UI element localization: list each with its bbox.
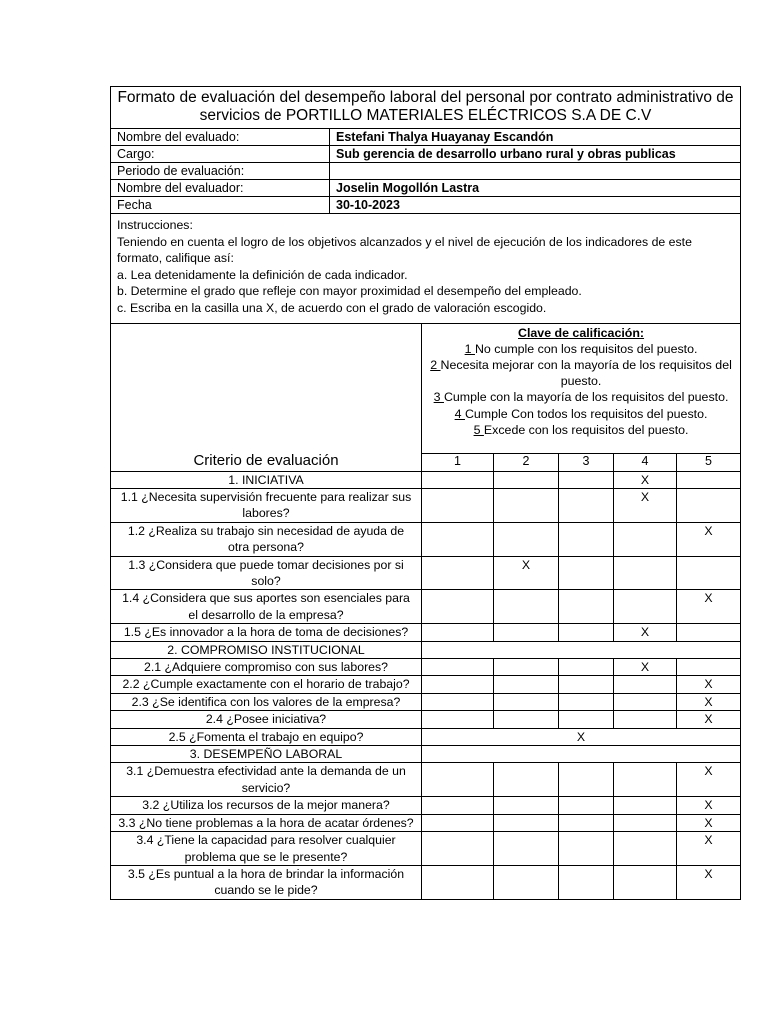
instructions-line: formato, califique así:	[117, 251, 234, 266]
scale-number: 1	[422, 453, 494, 471]
instructions-line: c. Escriba en la casilla una X, de acuerdo con el grado de valoración escogido.	[117, 300, 547, 315]
rating-cell	[677, 659, 741, 676]
criterion-row	[111, 676, 741, 693]
criterion-question: 1.5 ¿Es innovador a la hora de toma de decisiones?	[111, 624, 422, 641]
rating-cell	[494, 471, 559, 488]
rating-cell	[422, 641, 741, 658]
rating-cell	[677, 556, 741, 590]
rating-cell	[677, 488, 741, 522]
rating-cell	[494, 522, 559, 556]
criterion-question: 3.2 ¿Utiliza los recursos de la mejor manera?	[111, 797, 422, 814]
info-row-evaluador	[111, 180, 741, 197]
rating-cell	[422, 711, 494, 728]
rating-cell	[422, 522, 494, 556]
rating-cell	[614, 832, 677, 866]
rating-cell	[422, 624, 494, 641]
rating-cell	[559, 624, 614, 641]
rating-cell	[422, 763, 494, 797]
info-row-fecha	[111, 197, 741, 214]
criteria-heading: Criterio de evaluación	[111, 323, 422, 471]
criterion-question: 2.4 ¿Posee iniciativa?	[111, 711, 422, 728]
rating-mark: X	[677, 676, 741, 693]
criterion-row	[111, 522, 741, 556]
rating-cell	[614, 693, 677, 710]
criterion-question: 1.4 ¿Considera que sus aportes son esenciales para el desarrollo de la empresa?	[111, 590, 422, 624]
rating-mark: X	[422, 728, 741, 745]
rating-key	[422, 323, 741, 453]
rating-cell	[494, 693, 559, 710]
rating-cell	[559, 693, 614, 710]
rating-key-item: 3 Cumple con la mayoría de los requisitos del puesto.	[433, 390, 729, 405]
rating-mark: X	[614, 659, 677, 676]
info-row-evaluado	[111, 129, 741, 146]
info-value: Estefani Thalya Huayanay Escandón	[330, 129, 741, 146]
section-row	[111, 471, 741, 488]
rating-cell	[422, 659, 494, 676]
criterion-question: 1.3 ¿Considera que puede tomar decisiones por si solo?	[111, 556, 422, 590]
rating-mark: X	[677, 865, 741, 899]
rating-cell	[614, 797, 677, 814]
criterion-row	[111, 659, 741, 676]
rating-cell	[559, 865, 614, 899]
criterion-question: 1.1 ¿Necesita supervisión frecuente para realizar sus labores?	[111, 488, 422, 522]
rating-mark: X	[677, 590, 741, 624]
rating-cell	[494, 865, 559, 899]
info-row-periodo	[111, 163, 741, 180]
rating-key-item: 4 Cumple Con todos los requisitos del puesto.	[454, 406, 708, 421]
instructions-heading: Instrucciones:	[117, 218, 193, 232]
rating-mark: X	[494, 556, 559, 590]
rating-cell	[422, 471, 494, 488]
rating-cell	[559, 832, 614, 866]
rating-cell	[559, 471, 614, 488]
rating-cell	[422, 590, 494, 624]
rating-cell	[614, 865, 677, 899]
rating-cell	[559, 797, 614, 814]
section-title: 1. INICIATIVA	[111, 471, 422, 488]
criterion-question: 2.3 ¿Se identifica con los valores de la empresa?	[111, 693, 422, 710]
criterion-row	[111, 728, 741, 745]
criterion-row	[111, 590, 741, 624]
evaluation-table	[110, 323, 741, 900]
criterion-row	[111, 797, 741, 814]
criterion-question: 2.2 ¿Cumple exactamente con el horario de trabajo?	[111, 676, 422, 693]
instructions	[111, 214, 741, 324]
rating-cell	[422, 676, 494, 693]
criterion-row	[111, 693, 741, 710]
rating-mark: X	[614, 471, 677, 488]
rating-cell	[559, 522, 614, 556]
scale-number: 2	[494, 453, 559, 471]
criterion-question: 1.2 ¿Realiza su trabajo sin necesidad de ayuda de otra persona?	[111, 522, 422, 556]
rating-mark: X	[614, 488, 677, 522]
rating-cell	[614, 814, 677, 831]
info-row-cargo	[111, 146, 741, 163]
scale-number: 4	[614, 453, 677, 471]
criterion-question: 3.1 ¿Demuestra efectividad ante la demanda de un servicio?	[111, 763, 422, 797]
instructions-line: a. Lea detenidamente la definición de cada indicador.	[117, 267, 408, 282]
rating-cell	[494, 797, 559, 814]
rating-cell	[422, 556, 494, 590]
info-value: Joselin Mogollón Lastra	[330, 180, 741, 197]
criterion-row	[111, 556, 741, 590]
info-value	[330, 163, 741, 180]
criterion-question: 3.5 ¿Es puntual a la hora de brindar la información cuando se le pide?	[111, 865, 422, 899]
rating-cell	[677, 471, 741, 488]
criterion-row	[111, 814, 741, 831]
info-label: Nombre del evaluado:	[111, 129, 330, 146]
instructions-line: Teniendo en cuenta el logro de los objetivos alcanzados y el nivel de ejecución de los indicadores de este	[117, 234, 692, 249]
criterion-row	[111, 624, 741, 641]
section-row	[111, 641, 741, 658]
rating-mark: X	[677, 797, 741, 814]
rating-cell	[494, 676, 559, 693]
section-title: 2. COMPROMISO INSTITUCIONAL	[111, 641, 422, 658]
criterion-question: 2.5 ¿Fomenta el trabajo en equipo?	[111, 728, 422, 745]
info-label: Fecha	[111, 197, 330, 214]
rating-cell	[559, 556, 614, 590]
criterion-row	[111, 832, 741, 866]
rating-mark: X	[614, 624, 677, 641]
rating-cell	[494, 763, 559, 797]
rating-key-item: 1 No cumple con los requisitos del puesto.	[464, 341, 698, 356]
rating-cell	[422, 746, 741, 763]
rating-key-item: 2 Necesita mejorar con la mayoría de los requisitos del puesto.	[430, 357, 732, 389]
rating-cell	[559, 711, 614, 728]
rating-mark: X	[677, 522, 741, 556]
info-label: Cargo:	[111, 146, 330, 163]
criterion-question: 2.1 ¿Adquiere compromiso con sus labores?	[111, 659, 422, 676]
rating-cell	[614, 676, 677, 693]
rating-cell	[559, 676, 614, 693]
info-label: Periodo de evaluación:	[111, 163, 330, 180]
rating-cell	[494, 659, 559, 676]
evaluation-form	[110, 86, 740, 900]
rating-cell	[494, 590, 559, 624]
rating-cell	[614, 522, 677, 556]
rating-cell	[559, 659, 614, 676]
rating-cell	[614, 556, 677, 590]
rating-mark: X	[677, 832, 741, 866]
info-label: Nombre del evaluador:	[111, 180, 330, 197]
section-row	[111, 746, 741, 763]
section-title: 3. DESEMPEÑO LABORAL	[111, 746, 422, 763]
scale-number: 5	[677, 453, 741, 471]
rating-cell	[422, 865, 494, 899]
rating-cell	[494, 814, 559, 831]
scale-number: 3	[559, 453, 614, 471]
rating-key-title: Clave de calificación:	[518, 325, 645, 340]
rating-mark: X	[677, 711, 741, 728]
rating-cell	[494, 488, 559, 522]
rating-cell	[559, 814, 614, 831]
rating-cell	[494, 624, 559, 641]
rating-cell	[422, 814, 494, 831]
rating-mark: X	[677, 693, 741, 710]
rating-mark: X	[677, 763, 741, 797]
criterion-row	[111, 488, 741, 522]
rating-mark: X	[677, 814, 741, 831]
rating-cell	[494, 832, 559, 866]
rating-cell	[677, 624, 741, 641]
rating-cell	[422, 797, 494, 814]
criterion-question: 3.4 ¿Tiene la capacidad para resolver cualquier problema que se le presente?	[111, 832, 422, 866]
rating-cell	[494, 711, 559, 728]
info-value: Sub gerencia de desarrollo urbano rural y obras publicas	[330, 146, 741, 163]
rating-cell	[422, 693, 494, 710]
criterion-row	[111, 711, 741, 728]
instructions-line: b. Determine el grado que refleje con mayor proximidad el desempeño del empleado.	[117, 284, 582, 299]
form-title: Formato de evaluación del desempeño laboral del personal por contrato administrativo de servicios de PORTILLO MATERIALES ELÉCTRICOS S.A DE C.V	[111, 87, 741, 129]
criterion-question: 3.3 ¿No tiene problemas a la hora de acatar órdenes?	[111, 814, 422, 831]
criterion-row	[111, 865, 741, 899]
rating-cell	[559, 488, 614, 522]
header-table	[110, 86, 741, 324]
rating-cell	[559, 763, 614, 797]
rating-cell	[614, 763, 677, 797]
criterion-row	[111, 763, 741, 797]
rating-cell	[559, 590, 614, 624]
rating-key-item: 5 Excede con los requisitos del puesto.	[473, 422, 689, 437]
rating-cell	[614, 590, 677, 624]
rating-cell	[422, 488, 494, 522]
info-value: 30-10-2023	[330, 197, 741, 214]
rating-cell	[614, 711, 677, 728]
rating-cell	[422, 832, 494, 866]
